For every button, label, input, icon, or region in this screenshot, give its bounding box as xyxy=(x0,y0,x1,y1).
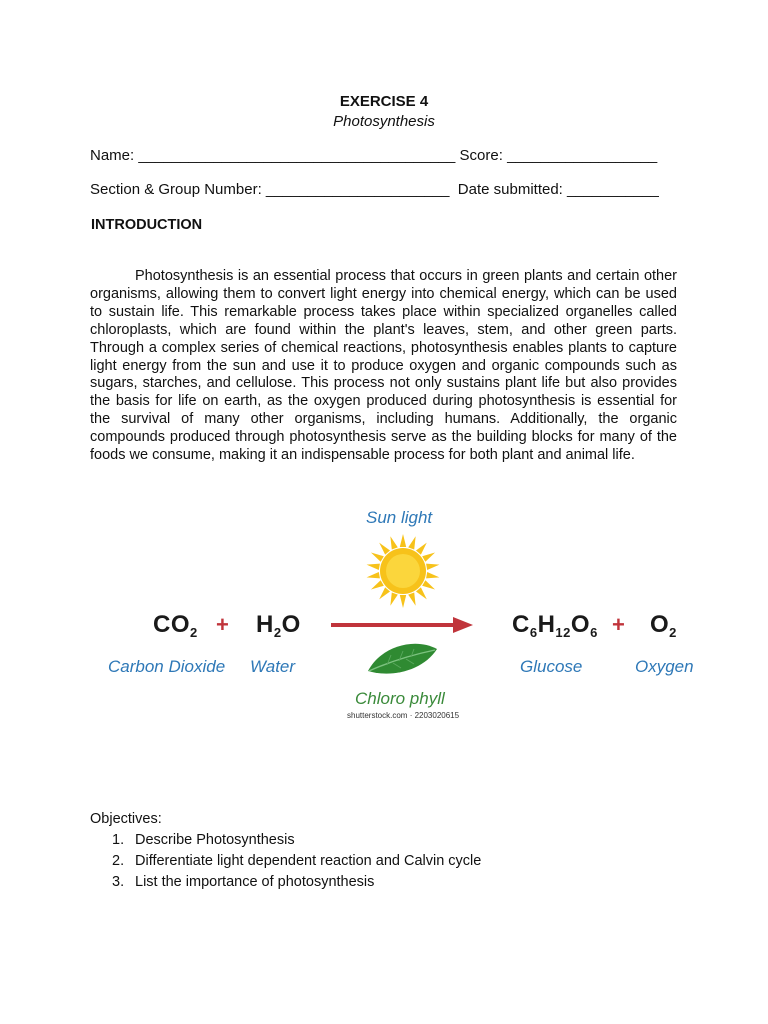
o2-formula: $O_2$ xyxy=(650,611,677,640)
name-label: Name: xyxy=(90,147,139,164)
sun-light-label: Sun light xyxy=(366,508,433,527)
date-label: Date submitted: xyxy=(449,181,568,198)
photosynthesis-diagram xyxy=(100,500,710,730)
carbon-dioxide-label: Carbon Dioxide xyxy=(108,657,226,676)
objectives-list xyxy=(112,832,481,895)
exercise-subtitle: Photosynthesis xyxy=(333,113,435,130)
glucose-label: Glucose xyxy=(520,657,583,676)
name-field[interactable]: ______________________________________ xyxy=(138,147,456,164)
water-label: Water xyxy=(250,657,296,676)
section-field[interactable]: ______________________ xyxy=(265,181,450,198)
oxygen-label: Oxygen xyxy=(635,657,694,676)
h2o-formula: $H_2O$ xyxy=(256,611,301,640)
objectives-heading: Objectives: xyxy=(90,811,162,827)
objective-item: 1. Describe Photosynthesis xyxy=(112,832,295,848)
section-date-row xyxy=(90,181,659,198)
reaction-arrow xyxy=(331,617,473,633)
date-field[interactable]: ___________ xyxy=(567,181,659,198)
objective-item: 2. Differentiate light dependent reaction and Calvin cycle xyxy=(112,853,482,869)
chlorophyll-label: Chloro phyll xyxy=(355,689,445,708)
objective-item: 3. List the importance of photosynthesis xyxy=(112,874,375,890)
glucose-formula: $C_6H_{12}O_6$ xyxy=(512,611,598,640)
score-label: Score: xyxy=(455,147,508,164)
co2-formula: $CO_2$ xyxy=(153,611,198,640)
plus-sign-2: + xyxy=(612,612,625,637)
leaf-icon xyxy=(365,640,440,676)
plus-sign-1: + xyxy=(216,612,229,637)
introduction-paragraph: Photosynthesis is an essential process that occurs in green plants and certain other organisms, allowing them to convert light energy into chemical energy, which can be used to sustain life. This remarkable process takes place within specialized organelles called chloroplasts, which are found within the plant's leaves, stem, and other green parts. Through a complex series of chemical reactions, photosynthesis enables plants to capture light energy from the sun and use it to produce oxygen and organic compounds such as sugars, starches, and cellulose. This process not only sustains plant life but also provides the basis for life on earth, as the oxygen produced during photosynthesis is essential for the survival of many other organisms, including humans. Additionally, the organic compounds produced through photosynthesis serve as the building blocks for many of the foods we consume, making it an indispensable process for both plant and animal life. xyxy=(90,268,677,464)
score-field[interactable]: __________________ xyxy=(507,147,658,164)
introduction-heading: INTRODUCTION xyxy=(91,217,203,233)
exercise-title: EXERCISE 4 xyxy=(339,93,429,110)
section-label: Section & Group Number: xyxy=(90,181,266,198)
sun-icon xyxy=(365,533,441,609)
image-watermark: shutterstock.com · 2203020615 xyxy=(347,711,460,720)
name-score-row xyxy=(90,147,657,164)
